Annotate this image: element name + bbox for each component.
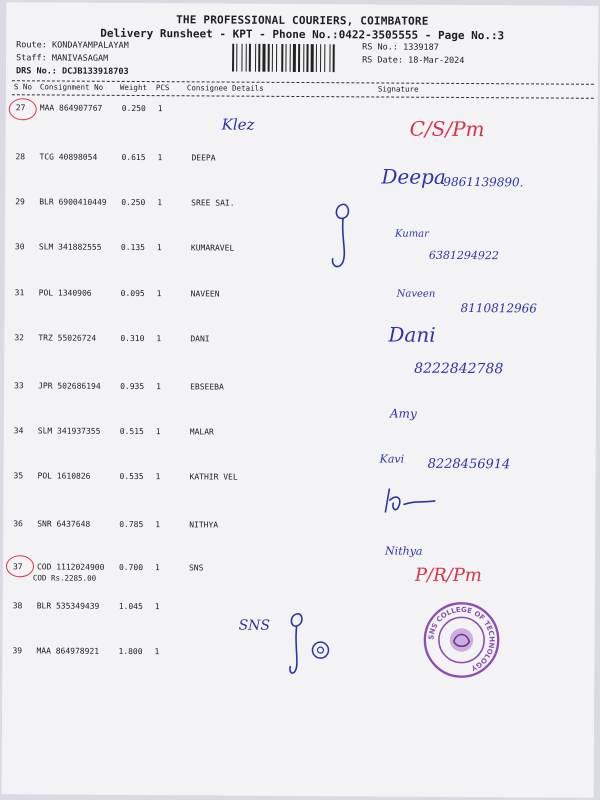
row-consignment-no: SLM 341937355 xyxy=(37,426,101,436)
handwritten-sig-30: Kumar xyxy=(394,228,429,240)
runsheet-subtitle: Delivery Runsheet - KPT - Phone No.:0422-3505555 - Page No.:3 xyxy=(100,26,505,43)
row-consignee: KATHIR VEL xyxy=(189,472,238,482)
table-row xyxy=(3,562,595,573)
row-weight: 1.800 xyxy=(118,646,143,657)
table-row xyxy=(6,103,598,114)
table-row xyxy=(6,152,598,163)
table-row xyxy=(5,242,597,253)
header-bottom-rule xyxy=(12,94,594,99)
row-separator xyxy=(6,2,598,6)
row-consignee: DANI xyxy=(190,334,210,344)
row-weight: 0.250 xyxy=(121,103,146,114)
row-weight: 0.935 xyxy=(120,381,145,392)
handwritten-mark-39 xyxy=(284,604,344,678)
col-consignment: Consignment No xyxy=(39,82,104,92)
row-consignment-no: TRZ 55026724 xyxy=(38,333,97,343)
barcode-bar xyxy=(255,44,256,72)
handwritten-status-27: C/S/Pm xyxy=(409,116,485,142)
red-circle-27 xyxy=(9,98,37,120)
row-separator xyxy=(6,2,598,6)
barcode-bar xyxy=(324,44,325,72)
row-consignment-no: JPR 502686194 xyxy=(38,381,101,391)
row-sno: 36 xyxy=(13,519,23,529)
row-sno: 32 xyxy=(14,333,25,343)
row-sno: 37 xyxy=(12,562,23,572)
row-consignment-no: SLM 341882555 xyxy=(38,242,102,252)
row-consignee: NITHYA xyxy=(189,520,219,530)
handwritten-sig-34: Amy xyxy=(389,406,417,421)
row-consignment-no: POL 1340906 xyxy=(38,288,92,298)
barcode-bar xyxy=(329,44,330,72)
meta-left xyxy=(16,39,129,79)
row-sno: 29 xyxy=(15,197,25,207)
row-pcs: 1 xyxy=(157,104,163,114)
table-row xyxy=(3,519,595,530)
handwritten-sig-28: Deepa xyxy=(381,164,446,189)
company-title: THE PROFESSIONAL COURIERS, COIMBATORE xyxy=(176,13,429,28)
rs-date-text: RS Date: 18-Mar-2024 xyxy=(362,55,465,66)
row-consignment-no: MAA 864978921 xyxy=(36,646,100,656)
barcode-bar xyxy=(241,44,242,72)
barcode-bar xyxy=(262,44,265,72)
barcode-bar xyxy=(258,44,260,72)
row-sno: 35 xyxy=(13,471,24,481)
row-pcs: 1 xyxy=(156,289,162,299)
row-pcs: 1 xyxy=(155,472,161,482)
rs-no-text: RS No.: 1339187 xyxy=(362,42,439,53)
row-consignment-no: BLR 535349439 xyxy=(36,601,100,611)
row-sno: 33 xyxy=(14,381,24,391)
row-pcs: 1 xyxy=(154,602,160,612)
handwritten-phone-32: 8222842788 xyxy=(414,360,504,378)
barcode-bar xyxy=(236,44,237,72)
row-weight: 0.700 xyxy=(118,562,144,573)
col-weight: Weight xyxy=(119,82,148,93)
table-row xyxy=(4,333,596,344)
row-separator xyxy=(6,2,598,6)
barcode-bar xyxy=(316,44,317,72)
col-consignee: Consignee Details xyxy=(186,83,264,93)
row-sno: 39 xyxy=(12,646,23,656)
staff-text: Staff: MANIVASAGAM xyxy=(16,53,109,64)
barcode-bar xyxy=(333,44,335,72)
barcode-bar xyxy=(246,44,247,72)
row-pcs: 1 xyxy=(156,243,162,253)
row-separator xyxy=(6,2,598,6)
college-stamp xyxy=(422,601,500,679)
row-weight: 0.615 xyxy=(121,152,146,163)
handwritten-sig-31: Naveen xyxy=(396,288,436,300)
meta-right xyxy=(362,41,465,68)
handwritten-name-27: Klez xyxy=(221,115,255,134)
row-sno: 30 xyxy=(14,242,25,252)
handwritten-note-39: SNS xyxy=(238,617,271,634)
table-row xyxy=(5,288,597,299)
row-consignee: MALAR xyxy=(189,427,214,437)
row-separator xyxy=(6,2,598,6)
col-sno: S No xyxy=(13,82,32,92)
row-consignment-no: TCG 40898054 xyxy=(39,152,98,162)
row-pcs: 1 xyxy=(157,198,163,208)
row-separator xyxy=(6,2,598,6)
col-signature: Signature xyxy=(377,84,419,94)
barcode-bar xyxy=(232,44,234,72)
row-pcs: 1 xyxy=(156,382,161,392)
row-consignee: SNS xyxy=(188,563,204,573)
table-row xyxy=(5,197,597,208)
stamp-text: SNS COLLEGE OF TECHNOLOGY xyxy=(426,604,497,674)
handwritten-phone-31: 8110812966 xyxy=(460,300,537,316)
row-weight: 1.045 xyxy=(118,601,143,612)
row-separator xyxy=(6,2,598,6)
handwritten-phone-28: 9861139890. xyxy=(443,174,524,190)
barcode-bar xyxy=(306,44,308,72)
barcode-bar xyxy=(276,44,277,72)
row-pcs: 1 xyxy=(155,520,161,530)
row-consignee: SREE SAI. xyxy=(191,198,235,208)
barcode-bar xyxy=(311,44,314,72)
row-separator xyxy=(6,2,598,6)
barcode-bar xyxy=(272,44,273,72)
row-pcs: 1 xyxy=(156,334,162,344)
handwritten-sig-37: Nithya xyxy=(385,544,423,558)
row-weight: 0.515 xyxy=(119,426,144,437)
row-pcs: 1 xyxy=(155,427,161,437)
col-pcs: PCS xyxy=(155,83,170,93)
handwritten-sig-36 xyxy=(379,482,439,518)
row-sno: 34 xyxy=(13,426,24,436)
row-consignment-no: BLR 6900410449 xyxy=(39,197,107,207)
row-pcs: 1 xyxy=(154,647,160,657)
runsheet-page xyxy=(2,2,599,798)
row-weight: 0.250 xyxy=(121,197,146,208)
row-pcs: 1 xyxy=(154,563,160,573)
row-separator xyxy=(6,2,598,6)
route-text: Route: KONDAYAMPALAYAM xyxy=(16,40,129,51)
table-row xyxy=(4,381,596,392)
row-separator xyxy=(6,2,598,6)
row-separator xyxy=(6,2,598,6)
row-consignee: EBSEEBA xyxy=(190,382,224,392)
row-consignee: DEEPA xyxy=(191,153,216,163)
handwritten-prefix-35: Kavi xyxy=(379,452,405,466)
row-weight: 0.135 xyxy=(120,242,146,253)
handwritten-sig-32: Dani xyxy=(388,322,436,347)
barcode-bar xyxy=(249,44,251,72)
handwritten-phone-35: 8228456914 xyxy=(427,456,511,473)
barcode-bar xyxy=(303,44,304,72)
row-consignment-no: POL 1610826 xyxy=(37,471,91,481)
row-sno: 38 xyxy=(12,601,23,611)
barcode-bar xyxy=(285,44,286,72)
barcode-bar xyxy=(320,44,321,72)
row-consignee: KUMARAVEL xyxy=(190,243,235,253)
row-weight: 0.095 xyxy=(120,288,145,299)
row-pcs: 1 xyxy=(157,153,163,163)
row-sno: 27 xyxy=(15,103,26,113)
row-separator xyxy=(6,2,598,6)
row-weight: 0.535 xyxy=(119,471,144,482)
barcode-bar xyxy=(293,44,296,72)
row-weight: 0.785 xyxy=(119,519,144,530)
barcode-bar xyxy=(298,44,300,72)
row-consignment-no: SNR 6437648 xyxy=(37,519,91,529)
cod-amount: COD Rs.2285.00 xyxy=(32,573,97,583)
barcode xyxy=(232,44,358,73)
row-consignment-no: MAA 864907767 xyxy=(39,103,103,113)
handwritten-status-37: P/R/Pm xyxy=(414,564,482,587)
drs-text: DRS No.: DCJB133918703 xyxy=(15,66,129,77)
barcode-bar xyxy=(290,44,291,72)
row-sno: 31 xyxy=(14,288,25,298)
barcode-bar xyxy=(281,44,283,72)
handwritten-mark-29 xyxy=(323,196,363,276)
red-circle-37 xyxy=(6,555,34,577)
table-row xyxy=(4,426,596,437)
barcode-bar xyxy=(268,44,270,72)
row-weight: 0.310 xyxy=(120,333,145,344)
row-consignment-no: COD 1112024900 xyxy=(36,562,105,572)
row-sno: 28 xyxy=(15,152,26,162)
row-separator xyxy=(6,2,598,6)
row-consignee: NAVEEN xyxy=(190,289,220,299)
handwritten-phone-30: 6381294922 xyxy=(428,248,499,263)
